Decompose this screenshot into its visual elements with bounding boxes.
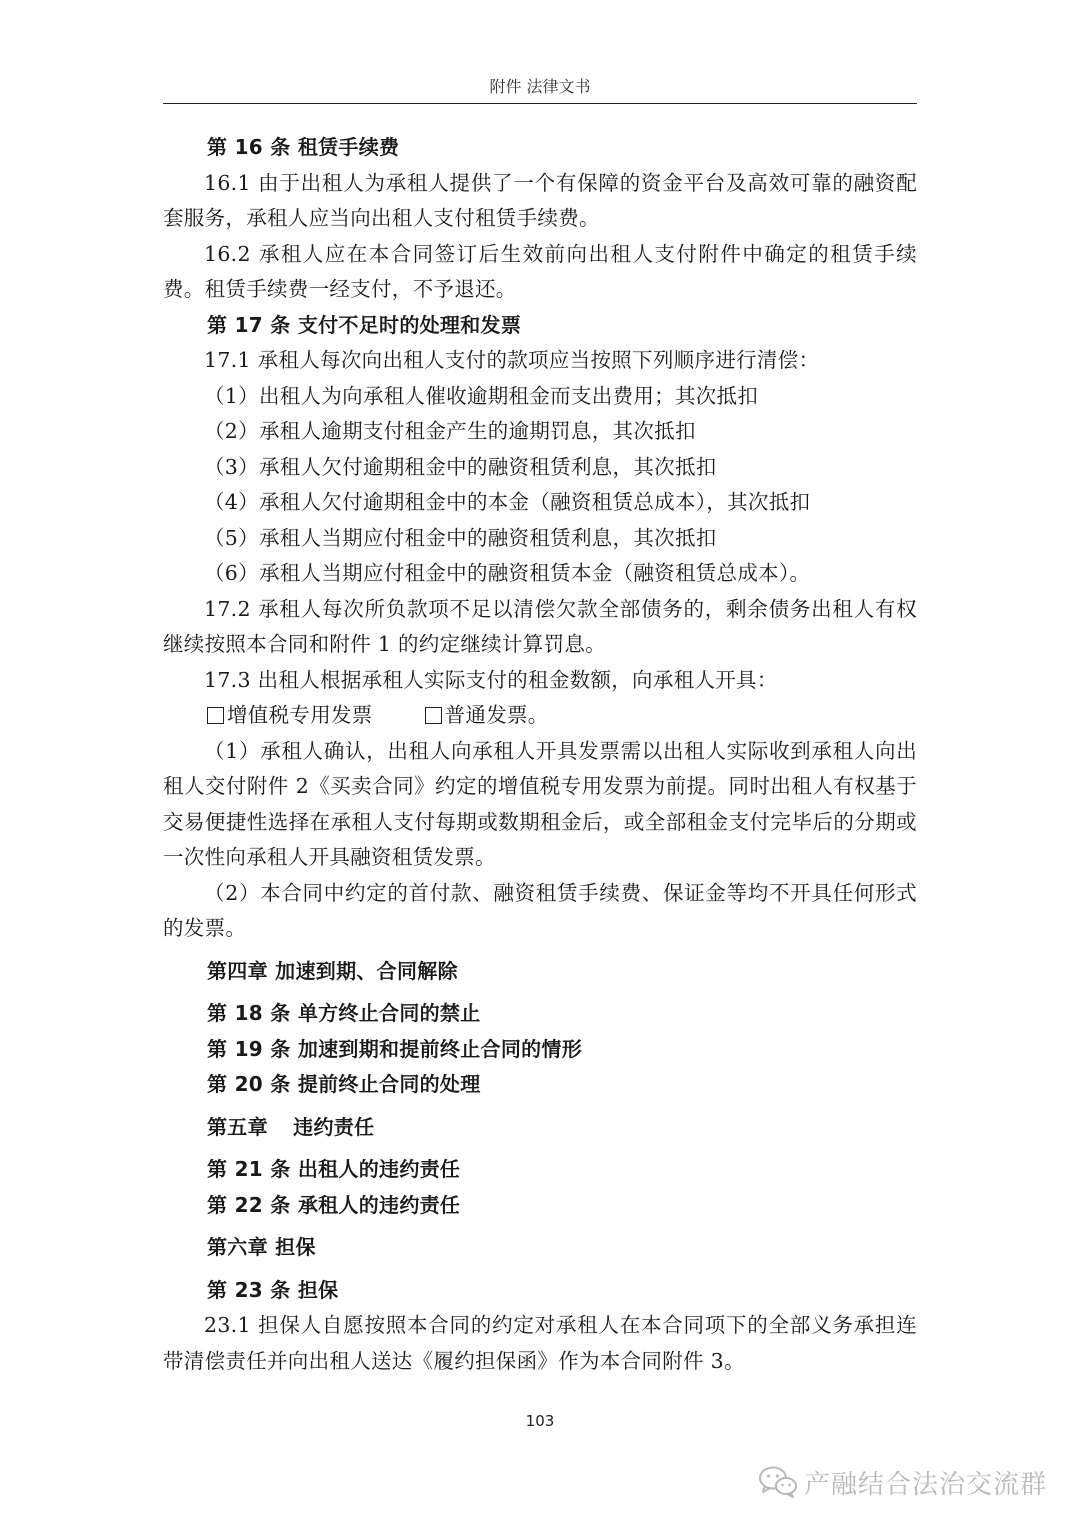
page-number: 103: [525, 1412, 555, 1430]
clause-17-3-1: （1）承租人确认，出租人向承租人开具发票需以出租人实际收到承租人向出租人交付附件 2《买卖合同》约定的增值税专用发票为前提。同时出租人有权基于交易便捷性选择在承租人支付每期或数期租金后，或全部租金支付完毕后的分期或一次性向承租人开具融资租赁发票。: [163, 738, 917, 869]
clause-17-1-item-1: （1）出租人为向承租人催收逾期租金而支出费用；其次抵扣: [204, 383, 759, 408]
clause-17-1-item-4: （4）承租人欠付逾期租金中的本金（融资租赁总成本），其次抵扣: [204, 490, 811, 514]
clause-16-1: 16.1 由于出租人为承租人提供了一个有保障的资金平台及高效可靠的融资配套服务，承租人应当向出租人支付租赁手续费。: [163, 170, 917, 230]
header-divider: [163, 103, 917, 104]
clause-16-2: 16.2 承租人应在本合同签订后生效前向出租人支付附件中确定的租赁手续费。租赁手续费一经支付，不予退还。: [163, 241, 917, 301]
invoice-type-options: [163, 698, 917, 734]
chapter-4-heading: 第四章 加速到期、合同解除: [207, 958, 458, 983]
clause-17-3-2: （2）本合同中约定的首付款、融资租赁手续费、保证金等均不开具任何形式的发票。: [163, 880, 917, 940]
article-21-heading: 第 21 条 出租人的违约责任: [207, 1157, 461, 1181]
watermark: [758, 1462, 1047, 1502]
clause-17-1-item-5: （5）承租人当期应付租金中的融资租赁利息，其次抵扣: [204, 525, 717, 550]
clause-17-2: 17.2 承租人每次所负款项不足以清偿欠款全部债务的，剩余债务出租人有权继续按照本合同和附件 1 的约定继续计算罚息。: [163, 596, 917, 656]
page-header: 附件 法律文书: [489, 77, 591, 96]
clause-17-1-item-3: （3）承租人欠付逾期租金中的融资租赁利息，其次抵扣: [204, 454, 717, 479]
wechat-icon: [758, 1465, 798, 1499]
watermark-text: 产融结合法治交流群: [804, 1469, 1048, 1500]
article-23-heading: 第 23 条 担保: [207, 1277, 339, 1302]
article-20-heading: 第 20 条 提前终止合同的处理: [207, 1072, 481, 1096]
chapter-5-heading: 第五章 违约责任: [207, 1114, 375, 1139]
clause-17-1-item-6: （6）承租人当期应付租金中的融资租赁本金（融资租赁总成本）。: [204, 561, 811, 585]
clause-17-1: 17.1 承租人每次向出租人支付的款项应当按照下列顺序进行清偿：: [204, 348, 820, 372]
clause-23-1: 23.1 担保人自愿按照本合同的约定对承租人在本合同项下的全部义务承担连带清偿责任并向出租人送达《履约担保函》作为本合同附件 3。: [163, 1313, 917, 1373]
vat-invoice-label: 增值税专用发票: [227, 703, 373, 727]
clause-17-3: 17.3 出租人根据承租人实际支付的租金数额，向承租人开具：: [204, 667, 778, 692]
article-16-heading: 第 16 条 租赁手续费: [207, 135, 400, 159]
general-invoice-checkbox[interactable]: [425, 707, 442, 724]
article-18-heading: 第 18 条 单方终止合同的禁止: [207, 1001, 481, 1025]
article-17-heading: 第 17 条 支付不足时的处理和发票: [207, 312, 522, 337]
document-body: [163, 130, 917, 1379]
chapter-6-heading: 第六章 担保: [207, 1235, 316, 1259]
clause-17-1-item-2: （2）承租人逾期支付租金产生的逾期罚息，其次抵扣: [204, 419, 696, 443]
article-22-heading: 第 22 条 承租人的违约责任: [207, 1192, 461, 1217]
general-invoice-label: 普通发票。: [444, 703, 549, 727]
vat-invoice-checkbox[interactable]: [207, 707, 224, 724]
article-19-heading: 第 19 条 加速到期和提前终止合同的情形: [207, 1036, 583, 1061]
